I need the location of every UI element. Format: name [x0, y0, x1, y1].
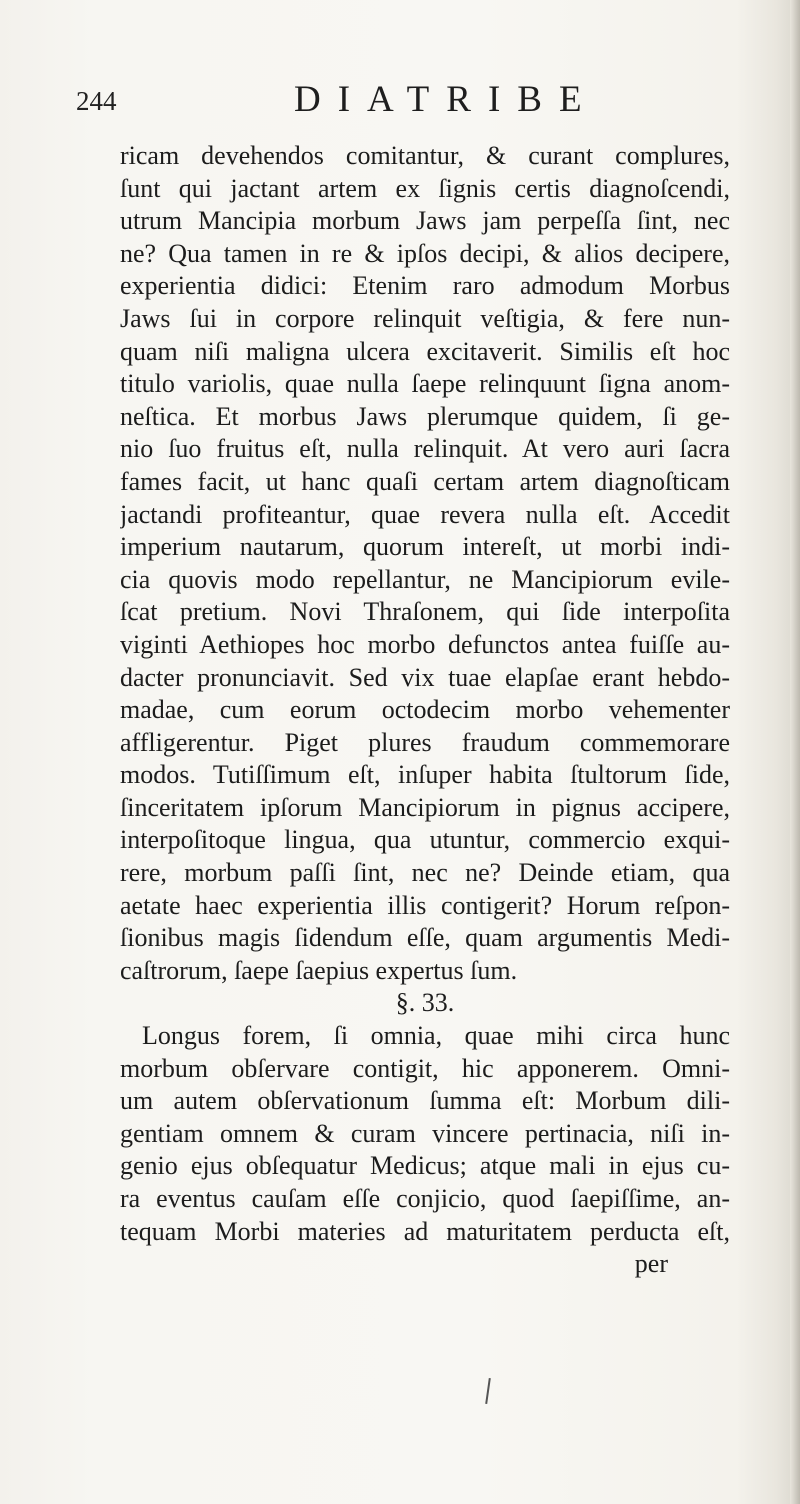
text-line: um autem obſervationum ſumma eſt: Morbum dili- — [120, 1086, 730, 1116]
text-line: affligerentur. Piget plures fraudum commemorare — [120, 727, 730, 757]
text-line: dacter pronunciavit. Sed vix tuae elapſae erant hebdo- — [120, 662, 730, 692]
text-line: ra eventus cauſam eſſe conjicio, quod ſaepiſſime, an- — [120, 1184, 730, 1213]
text-line: jactandi profiteantur, quae revera nulla eſt. Accedit — [120, 499, 730, 529]
text-line: tequam Morbi materies ad maturitatem perducta eſt, — [120, 1216, 730, 1246]
page-number: 244 — [76, 86, 117, 116]
text-line: genio ejus obſequatur Medicus; atque mali in ejus cu- — [120, 1151, 730, 1181]
text-line: Jaws ſui in corpore relinquit veſtigia, & fere nun- — [120, 303, 730, 333]
text-line: cia quovis modo repellantur, ne Mancipiorum evile- — [120, 564, 730, 594]
text-line: utrum Mancipia morbum Jaws jam perpeſſa ſint, nec — [120, 206, 730, 236]
text-line: morbum obſervare contigit, hic apponerem. Omni- — [120, 1053, 730, 1083]
text-line: ne? Qua tamen in re & ipſos decipi, & alios decipere, — [120, 238, 730, 268]
text-line: quam niſi maligna ulcera excitaverit. Similis eſt hoc — [120, 336, 730, 366]
text-line: experientia didici: Etenim raro admodum Morbus — [120, 271, 730, 301]
section-heading: §. 33. — [395, 988, 455, 1018]
text-line: neſtica. Et morbus Jaws plerumque quidem, ſi ge- — [120, 401, 730, 431]
text-line: madae, cum eorum octodecim morbo vehementer — [120, 695, 730, 725]
catchword: per — [634, 1249, 668, 1279]
running-head: DIATRIBE — [294, 79, 599, 120]
text-line: modos. Tutiſſimum eſt, inſuper habita ſtultorum ſide, — [120, 760, 730, 790]
text-line: aetate haec experientia illis contigerit? Horum reſpon- — [120, 890, 730, 920]
text-line: ſcat pretium. Novi Thraſonem, qui ſide interpoſita — [120, 597, 730, 627]
text-line: interpoſitoque lingua, qua utuntur, commercio exqui- — [120, 825, 730, 855]
text-line: imperium nautarum, quorum intereſt, ut morbi indi- — [120, 532, 730, 562]
page-edge — [790, 0, 800, 1504]
text-line: ſionibus magis ſidendum eſſe, quam argumentis Medi- — [120, 923, 730, 953]
text-line: ſinceritatem ipſorum Mancipiorum in pignus accipere, — [120, 792, 730, 822]
page-header — [76, 78, 716, 124]
text-line: rere, morbum paſſi ſint, nec ne? Deinde etiam, qua — [120, 858, 730, 888]
text-line: titulo variolis, quae nulla ſaepe relinquunt ſigna anom- — [120, 369, 730, 399]
main-text — [120, 140, 730, 1281]
text-line: nio ſuo fruitus eſt, nulla relinquit. At vero auri ſacra — [120, 434, 730, 464]
text-line: ſunt qui jactant artem ex ſignis certis diagnoſcendi, — [120, 173, 730, 203]
text-line: Longus forem, ſi omnia, quae mihi circa hunc — [142, 1021, 730, 1051]
text-line: caſtrorum, ſaepe ſaepius expertus ſum. — [120, 955, 518, 985]
stray-ink-mark — [485, 1378, 491, 1404]
text-line: fames facit, ut hanc quaſi certam artem diagnoſticam — [120, 466, 730, 496]
text-line: gentiam omnem & curam vincere pertinacia, niſi in- — [120, 1118, 730, 1148]
text-line: viginti Aethiopes hoc morbo defunctos antea fuiſſe au- — [120, 629, 730, 659]
text-line: ricam devehendos comitantur, & curant complures, — [120, 141, 730, 170]
